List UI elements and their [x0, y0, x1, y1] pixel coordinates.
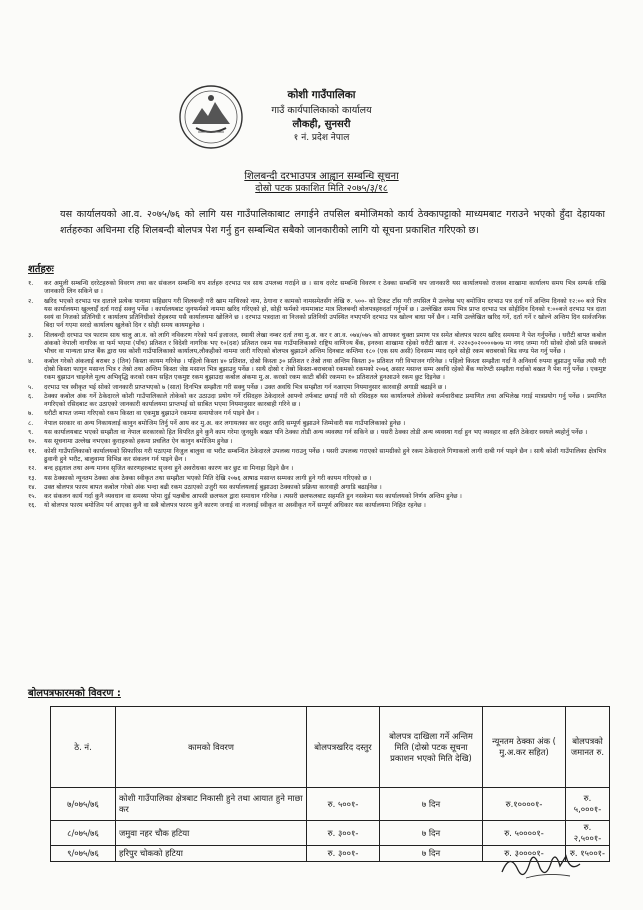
bid-details-table — [50, 706, 610, 862]
cell-work-description: जमुवा नहर चौक हटिया — [116, 821, 307, 846]
cell-contract-no: ९/०७५/७६ — [51, 846, 116, 862]
table-title: बोलपत्रफारमको विवरण : — [28, 688, 121, 699]
term-text: यस सूचनामा उल्लेख नभएका कुराहरुको हकमा प्रचलित ऐन कानुन बमोजिम हुनेछ । — [44, 438, 233, 446]
term-text: खरिद भएको दरभाउ पत्र दाताले प्रत्येक पानामा सहिछाप गरी शिलबन्दी गरी खाम माथिरको नाम, ठेगाना र कामको नामसमेतसँग लेखि रु. ५००- को टिकट टाँस गरी तपसिल मै उल्लेख भए बमोजिम दरभाउ पत्र दर्ता गर्ने अन्तिम दिनको १२:०० बजे भित्र यस कार्यालयमा खुल्लाईँ दर्ता गराई सक्नु पर्नेछ । कार्यालयबाट जुनफर्मको नाममा खरिद गरिएको हो, सोही फर्मको नाममाबाट मात्र शिलबन्दी बोलपत्रहरुदर्ता गर्नुपर्ने छ । उल्लेखित समय भित्र प्राप्त दरभाउ पत्र सोहीदिन दिनको १:००बजे दरभाउ पत्र दाता स्वयं वा निजको प्रतिनिधी र कार्यालय प्रतिनिधीको रोहबरमा यसै कार्यालयमा खोलिने छ । दरभाउ पत्रदाता वा निजको प्रतिनिधी उपस्थित नभएपनि दरभाउ पत्र खोल्न बाधा पर्ने छैन । माथि उल्लेखित खरिद गर्ने, दर्ता गर्ने र खोल्ने अन्तिम दिन सार्वजनिक बिदा पर्न गएमा सरदो कार्यालय खुलेको दिन र सोही समय कायमहुनेछ । — [44, 297, 606, 330]
term-text: बन्द हड्ताल तथा अन्य मानव सृजित कारणहरुबाट सृजना हुने अवरोधका कारण कर छुट वा मिनाहा दिइने छैन । — [44, 465, 294, 473]
table-row — [51, 788, 610, 821]
cell-contract-no: ७/०७५/७६ — [51, 788, 116, 821]
term-item — [26, 448, 606, 465]
term-item — [26, 420, 606, 428]
signature-mark — [496, 842, 586, 888]
term-number: १४. — [28, 483, 37, 491]
term-text: यस कार्यालयबाट भएको सम्झौता वा नेपाल सरकारको हित विपरित हुने कुनै काम गरेमा जुनसुकै बखत पनि ठेक्का तोडी अन्य व्यवस्था गर्न सकिने छ । यसरी ठेक्का तोडी अन्य व्यवस्था गर्दा हुन भए व्यवहार वा क्षति ठेकेदार स्वयले ब्यहोर्नु पर्नेछ । — [44, 429, 588, 437]
term-text: कर अमुली सम्बन्धि दररेटहरुको विवरण तथा कर संकलन सम्बन्धि थप शर्तहरु दरभाउ पत्र साथ उपलब्ध गराईने छ । साथ दररेट सम्बन्धि विवरण र ठेक्का सम्बन्धि थप जानकारी यस कार्यालयको राजस्व शाखामा कार्यालय समय भित्र सम्पर्क राखि जानकारी लिन सकिने छ । — [44, 280, 606, 296]
municipality-name: कोशी गाउँपालिका — [287, 89, 356, 101]
term-text: धरौटी बापत जम्मा गरिएको रकम किस्ता वा एकमुष्ठ बुझाउने रकममा समायोजन गर्न पाइने छैन । — [44, 410, 259, 418]
term-item — [26, 410, 606, 418]
term-text: शिलबन्दी दरभाउ पत्र फाराम साथ चालु आ.व. को लागि नविकरण गरेको फर्म इजाजत, स्थायी लेखा नम्बर दर्ता तथा मु.अ. कर र आ.व. ०७४/०७५ को आयकर चुक्ता प्रमाण पत्र समेत बोलपत्र फारम खरिद समयमा नै पेश गर्नुपर्नेछ । धरौटी बापत कबोल अंकको नेपाली नागरिक वा फर्म भएमा (पाँच) प्रतिशत र विदेशी नागरिक भए १०(दश) प्रतिशत रकम यस गाउँपालिकाको राष्ट्रिय वाणिज्य बैंक, इनरुवा शाखामा रहेको धरौटी खाता नं. २२२०३०२००००७०७ मा नगद जम्मा गरी सोको दोस्रो प्रति सक्कले भौचर वा मान्यता प्राप्त बैंक द्वारा यस कोशी गाउँपालिकाको कार्यालय,लौकहीको नाममा जारी गरिएको बोलपत्र बुझाउने अन्तिम दिनबाट कम्तिमा १८० (एक सय असी) दिनसम्म म्याद रहने सोही रकम बराबरको बिड वण्ड पेश गर्नु पर्नेछ । — [44, 331, 606, 356]
term-item — [26, 384, 606, 392]
notice-intro: यस कार्यालयको आ.व. २०७५/७६ को लागि यस गाउँपालिकाबाट लगाईने तपसिल बमोजिमको कार्य ठेक्कापट्टाको माध्यमबाट गराउने भएको हुँदा देहायका शर्तहरुका अधिनमा रहि शिलबन्दी बोलपत्र पेश गर्नु हुन सम्बन्धित सबैको जानकारीको लागि यो सूचना प्रकाशित गरिएको छ। — [60, 209, 605, 236]
term-number: २. — [28, 297, 34, 305]
term-number: १२. — [28, 465, 37, 473]
term-text: दरभाउ पत्र स्वीकृत भई सोको जानकारी प्राप्तभएको ७ (सात) दिनभित्र सम्झौता गरी सक्नु पर्नेछ । उक्त अवधि भित्र सम्झौता गर्न नआएमा नियमानुसार कारवाही अगाडी बढाईने छ । — [44, 383, 447, 391]
province-name: १ नं. प्रदेश नेपाल — [293, 133, 350, 143]
cell-deadline: ७ दिन — [380, 821, 483, 846]
table-header-row — [51, 707, 610, 788]
term-text: उक्त बोलपत्र फारम बापत कबोल गरेको अंक भन्दा बढी रकम उठाएको उजुरी यस कार्यालयलाई बुझाउदा ठेक्काको प्रक्रिया कारवाही अगाडि बढाईनेछ । — [44, 483, 382, 491]
header-deadline: बोलपत्र दाखिला गर्ने अन्तिम मिति (दोस्रो पटक सूचना प्रकाशन भएको मिति देखि) — [380, 707, 483, 788]
notice-title: शिलबन्दी दरभाउपत्र आह्वान सम्बन्धि सूचना — [244, 171, 399, 182]
term-number: ५. — [28, 383, 34, 391]
cell-work-description: हरिपुर चोकको हटिया — [116, 846, 307, 862]
term-item — [26, 332, 606, 357]
cell-deadline: ७ दिन — [380, 788, 483, 821]
terms-list — [26, 280, 606, 512]
term-item — [26, 484, 606, 492]
cell-contract-no: ८/०७५/७६ — [51, 821, 116, 846]
term-number: १०. — [28, 438, 37, 446]
cell-bid-security: रु. १५००१- — [566, 846, 610, 862]
header-min-amount: न्यूनतम ठेक्का अंक ( मु.अ.कर सहित) — [483, 707, 566, 788]
header-contract-no: ठे. नं. — [51, 707, 116, 788]
term-number: १३. — [28, 474, 37, 482]
term-number: १६. — [28, 502, 37, 510]
term-item — [26, 493, 606, 501]
term-item — [26, 465, 606, 473]
term-item — [26, 358, 606, 383]
term-item — [26, 298, 606, 331]
term-number: ११. — [28, 447, 37, 455]
term-item — [26, 438, 606, 446]
term-item — [26, 280, 606, 297]
term-number: ८. — [28, 419, 34, 427]
term-text: कबोल गरेको अंकलाई बराबर ३ (तिन) किस्ता कायम गरिनेछ । पहिलो किस्ता ४० प्रतिशत, दोस्रो किस्ता ३० प्रतिशत र तेस्रो तथा अन्तिम किस्ता ३० प्रतिशत गरी विभाजन गरिनेछ । पहिलो किस्ता सम्झौता गर्दा नै अनिवार्य रुपमा बुझाउनु पर्नेछ त्यसै गरी दोस्रो किस्ता फागुन मसान्त भित्र र तेस्रो तथा अन्तिम किस्ता जेष्ठ मसान्त भित्र बुझाउनु पर्नेछ । साथै दोस्रो र तेस्रो किस्ता-बराबरको रकमको रकमको २०७६ असार मसान्त सम्म अवधि रहेको बैंक ग्यारेण्टी सम्झौता गर्दाको बखत नै पेश गर्नु पर्नेछ । एकमुष्ट रकम बुझाउन चाहनेले मूल्य अभिवृद्धि करको रकम सहित एकमुष्ट रकम बुझाउदा कबोल अंकमा मु.अ. करको रकम काटी बाँकी रकममा १० प्रतिशतले हुनआउने रकम छुट दिइनेछ । — [44, 357, 606, 382]
term-number: १५. — [28, 493, 37, 501]
office-name: गाउँ कार्यपालिकाको कार्यालय — [271, 105, 372, 116]
cell-bid-fee: रु. ५००१- — [307, 788, 380, 821]
header-bid-security: बोलपत्रको जमानत रु. — [566, 707, 610, 788]
term-number: ४. — [28, 357, 34, 365]
cell-deadline: ७ दिन — [380, 846, 483, 862]
term-text: कोशी गाउँपालिकाको कार्यालयको सिफारिस गरी पठाएमा निजुल बालुवा वा भरौट सम्बन्धित ठेकेदारले उपलब्ध गराउनु पर्नेछ । यसरी उपलब्ध गराएको सामग्रीको हुने रकम ठेकेदारले गिणाकलो लागी दाबी गर्न पाइने छैन । साथै कोशी गाउँपालिका क्षेत्रभित्र ढुवानी हुने भरौट, बालुवामा विभिन्न कर संकलन गर्न पाइने छैन । — [44, 447, 606, 463]
cell-bid-security: रु. २,५००१- — [566, 821, 610, 846]
term-number: ७. — [28, 410, 34, 418]
cell-min-amount: रु.१००००१- — [483, 788, 566, 821]
term-text: यो बोलपत्र फारम बमोजिम पर्न आएका कुनै वा सबै बोलपत्र फारम कुनै कारण जनाई वा नजनाई स्वीकृत वा अस्वीकृत गर्ने सम्पूर्ण अधिकार यस कार्यालयमा निहित रहनेछ । — [44, 502, 426, 510]
header-bid-fee: बोलपत्रखरिद दस्तुर — [307, 707, 380, 788]
office-location: लौकही, सुनसरी — [292, 119, 351, 130]
term-number: ६. — [28, 392, 34, 400]
term-number: १. — [28, 280, 34, 287]
notice-subtitle: दोस्रो पटक प्रकाशित मिति २०७५/३/१८ — [255, 183, 388, 194]
term-text: नेपाल सरकार वा अन्य निकायलाई कानुन बमोजिम तिर्नु पर्ने आय कर मु.अ. कर लगायतका कर दस्तुर आदि सम्पूर्ण बुझाउने जिम्मेवारी यस गाउँपालिकाको हुनेछ । — [44, 419, 406, 427]
cell-work-description: कोशी गाउँपालिका क्षेत्रबाट निकासी हुने तथा आयात हुने माछा कर — [116, 788, 307, 821]
term-item — [26, 475, 606, 483]
cell-bid-fee: रु. ३००१- — [307, 821, 380, 846]
terms-heading: शर्तहरुः — [28, 264, 54, 275]
term-item — [26, 502, 606, 510]
cell-bid-fee: रु. ३००१- — [307, 846, 380, 862]
cell-min-amount: रु. ५००००१- — [483, 821, 566, 846]
term-item — [26, 429, 606, 437]
term-text: कर संकलन कार्य गर्दा कुनै व्यवधान वा समस्या परेमा दुई पक्षबीच आपसी छलफल द्वारा समाधान गरिनेछ । त्यसरी छलफलबाट सहमति हुन नसकेमा यस कार्यालयको निर्णय अन्तिम हुनेछ । — [44, 493, 462, 501]
term-number: ३. — [28, 331, 34, 339]
header-work-description: कामको विवरण — [116, 707, 307, 788]
cell-bid-security: रु. ५,०००१- — [566, 788, 610, 821]
term-text: यस ठेक्काको न्यूनतम ठेक्का अंक ठेक्का स्वीकृत तथा सम्झौता भएको मिति देखि २०७६ आषाढ मसान्त सम्मका लागी हुने गरी कायम गरिएको छ । — [44, 474, 372, 482]
term-number: ९. — [28, 429, 34, 437]
cell-min-amount: रु. ३००००१- — [483, 846, 566, 862]
term-text: ठेक्का कबोल अंक गर्ने ठेकेदारले कोशी गाउँपालिकाले तोकेको कर उठाउदा प्रयोग गर्ने रसिदहरु ठेकेदारले आफ्नो तर्फबाट छपाई गरी सो रसिदहरु यस कार्यालयले तोकेको कर्मचारीबाट प्रमाणित तथा अभिलेख गराई मात्रप्रयोग गर्नु पर्नेछ । प्रमाणित नगरिएको रसिदबाट कर उठाएको जानकारी कार्यालयमा प्राप्तभई सो साबित भएमा नियमानुसार कारबाही गरिने छ । — [44, 392, 606, 409]
term-item — [26, 393, 606, 410]
